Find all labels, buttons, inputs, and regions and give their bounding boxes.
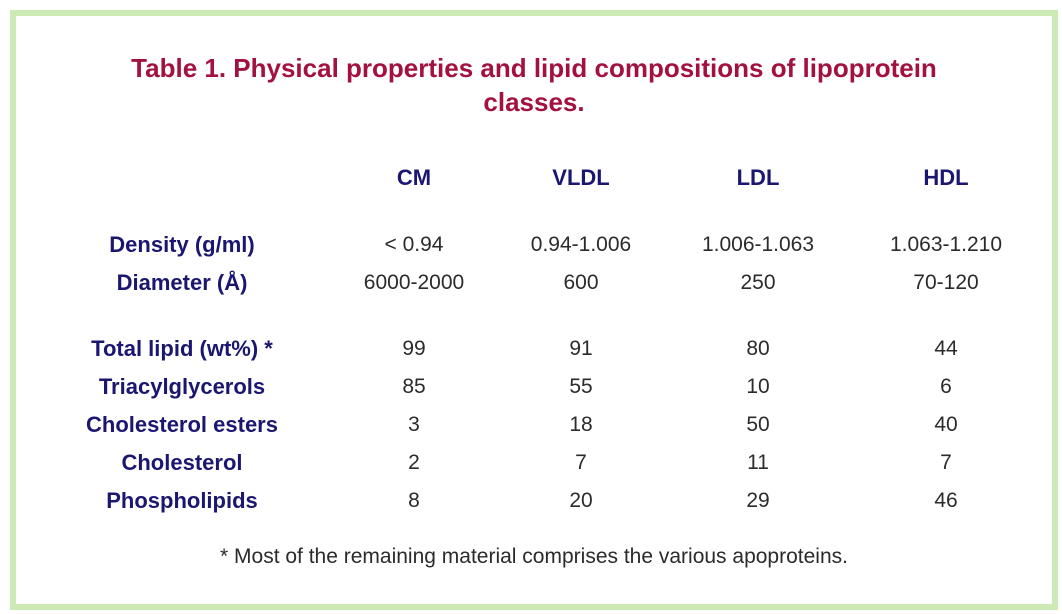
table-cell: 40: [934, 413, 958, 436]
column-header-ldl: LDL: [736, 165, 780, 190]
table-cell: 8: [408, 489, 420, 512]
table-cell: < 0.94: [384, 233, 444, 256]
table-cell: 7: [575, 451, 587, 474]
table-cell: 600: [563, 271, 599, 294]
table-title: [16, 51, 1052, 119]
table-cell: 80: [746, 337, 770, 360]
table-cell: 29: [746, 489, 770, 512]
table-cell: 1.063-1.210: [889, 233, 1003, 256]
row-label-total-lipid: Total lipid (wt%) *: [91, 336, 273, 361]
table-cell: 99: [402, 337, 426, 360]
table-cell: 250: [740, 271, 776, 294]
table-cell: 1.006-1.063: [701, 233, 815, 256]
title-line-1: Table 1. Physical properties and lipid compositions of lipoprotein: [131, 53, 937, 83]
table-cell: 44: [934, 337, 958, 360]
table-cell: 2: [408, 451, 420, 474]
row-label-cholesterol: Cholesterol: [121, 450, 243, 475]
table-cell: 6: [940, 375, 952, 398]
table-cell: 50: [746, 413, 770, 436]
table-cell: 3: [408, 413, 420, 436]
table-cell: 7: [940, 451, 952, 474]
table-cell: 0.94-1.006: [530, 233, 632, 256]
table-cell: 70-120: [913, 271, 979, 294]
table-cell: 55: [569, 375, 593, 398]
table-cell: 6000-2000: [363, 271, 465, 294]
row-label-phospholipids: Phospholipids: [106, 488, 258, 513]
table-cell: 46: [934, 489, 958, 512]
column-header-hdl: HDL: [923, 165, 969, 190]
column-header-vldl: VLDL: [552, 165, 610, 190]
title-line-2: classes.: [483, 87, 585, 117]
table-frame: [10, 10, 1058, 610]
table-cell: 85: [402, 375, 426, 398]
table-cell: 18: [569, 413, 593, 436]
row-label-cholesterol-esters: Cholesterol esters: [86, 412, 278, 437]
table-cell: 10: [746, 375, 770, 398]
column-header-cm: CM: [396, 165, 432, 190]
table-cell: 11: [747, 451, 769, 474]
table-cell: 20: [569, 489, 593, 512]
row-label-diameter: Diameter (Å): [116, 270, 248, 295]
row-label-density: Density (g/ml): [109, 232, 255, 257]
row-label-triacylglycerols: Triacylglycerols: [98, 374, 266, 399]
table-cell: 91: [569, 337, 593, 360]
table-footnote: * Most of the remaining material comprises the various apoproteins.: [220, 545, 848, 568]
